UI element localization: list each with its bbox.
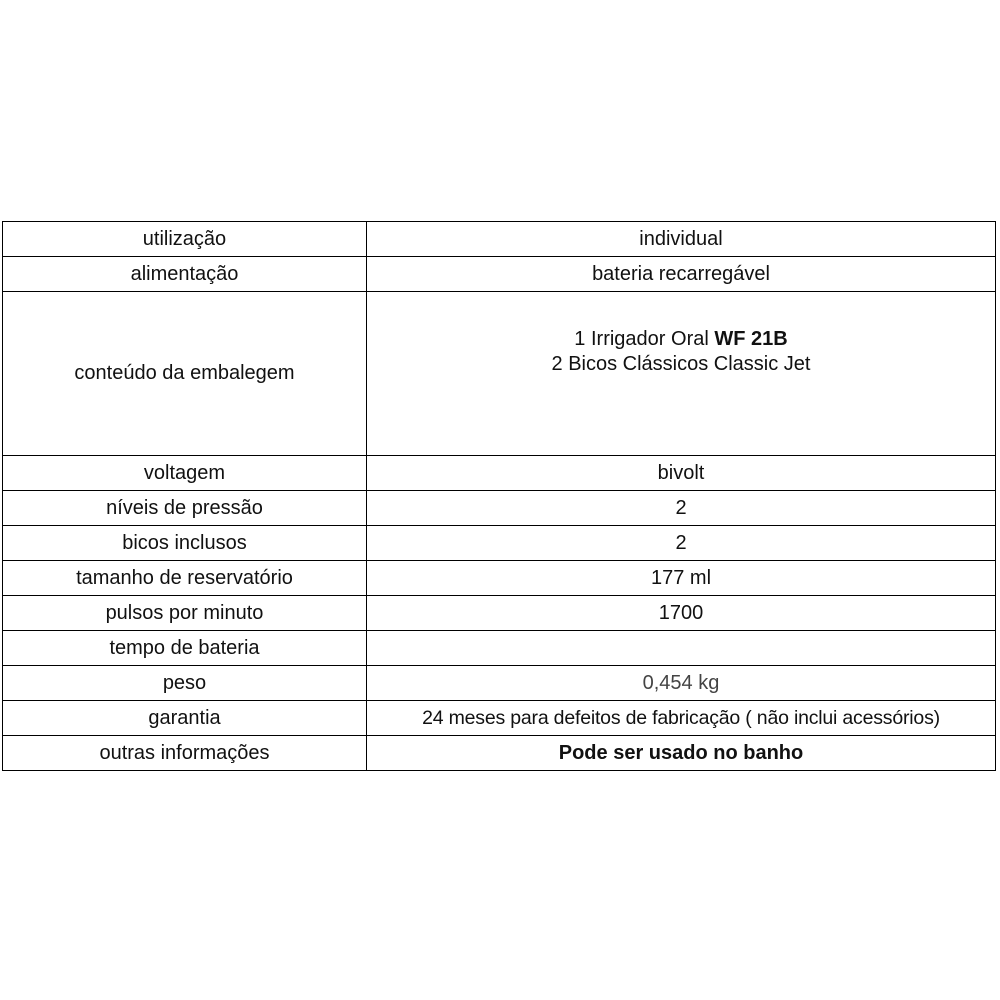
table-row (3, 456, 996, 491)
table-row (3, 736, 996, 771)
row-label: utilização (3, 222, 367, 257)
table-row (3, 596, 996, 631)
row-value: bivolt (367, 456, 996, 491)
row-label: níveis de pressão (3, 491, 367, 526)
row-value: 0,454 kg (367, 666, 996, 701)
row-label: conteúdo da embalegem (3, 292, 367, 456)
row-value: 1700 (367, 596, 996, 631)
table-row (3, 491, 996, 526)
row-value: 177 ml (367, 561, 996, 596)
row-label: tempo de bateria (3, 631, 367, 666)
row-value (367, 292, 996, 456)
row-label: outras informações (3, 736, 367, 771)
product-spec-table (2, 221, 996, 771)
row-label: peso (3, 666, 367, 701)
table-row (3, 701, 996, 736)
package-content-line-2: 2 Bicos Clássicos Classic Jet (551, 353, 811, 375)
row-value: 24 meses para defeitos de fabricação ( não inclui acessórios) (367, 701, 996, 736)
row-value: Pode ser usado no banho (367, 736, 996, 771)
table-row (3, 292, 996, 456)
row-label: alimentação (3, 257, 367, 292)
row-label: bicos inclusos (3, 526, 367, 561)
table-row (3, 257, 996, 292)
table-row (3, 222, 996, 257)
row-value: 2 (367, 491, 996, 526)
row-label: pulsos por minuto (3, 596, 367, 631)
row-label: voltagem (3, 456, 367, 491)
table-row (3, 561, 996, 596)
row-label: garantia (3, 701, 367, 736)
table-row (3, 631, 996, 666)
model-code: WF 21B (714, 328, 788, 350)
table-row (3, 666, 996, 701)
row-value: bateria recarregável (367, 257, 996, 292)
row-value (367, 631, 996, 666)
row-value: individual (367, 222, 996, 257)
row-label: tamanho de reservatório (3, 561, 367, 596)
row-value: 2 (367, 526, 996, 561)
package-item-text: 1 Irrigador Oral (574, 328, 715, 350)
table-row (3, 526, 996, 561)
package-content-line-1 (367, 327, 995, 352)
